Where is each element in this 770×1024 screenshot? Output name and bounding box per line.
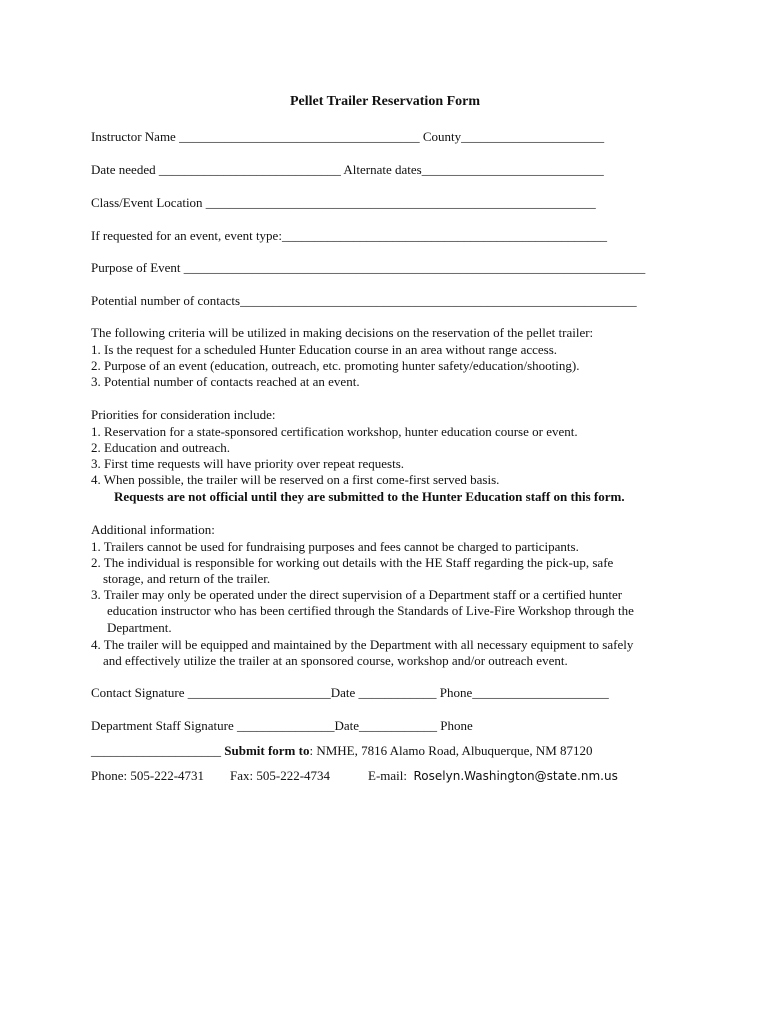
- criteria-item-2: 2. Purpose of an event (education, outreach, etc. promoting hunter safety/education/shooting).: [91, 358, 580, 373]
- priorities-item-1: 1. Reservation for a state-sponsored certification workshop, hunter education course or event.: [91, 424, 578, 439]
- official-notice: Requests are not official until they are submitted to the Hunter Education staff on this form.: [114, 489, 625, 504]
- additional-line-6: Department.: [107, 620, 172, 635]
- criteria-intro: The following criteria will be utilized in making decisions on the reservation of the pellet trailer:: [91, 325, 594, 340]
- submit-blank[interactable]: ____________________: [91, 743, 221, 758]
- form-title: Pellet Trailer Reservation Form: [289, 94, 481, 109]
- purpose-field[interactable]: Purpose of Event _______________________________________________________________________: [91, 260, 646, 275]
- class-location-field[interactable]: Class/Event Location ____________________________________________________________: [91, 195, 596, 210]
- additional-line-7: 4. The trailer will be equipped and maintained by the Department with all necessary equipment to safely: [91, 637, 634, 652]
- additional-line-1: 1. Trailers cannot be used for fundraising purposes and fees cannot be charged to participants.: [91, 539, 579, 554]
- additional-line-5: education instructor who has been certified through the Standards of Live-Fire Workshop through the: [107, 603, 634, 618]
- fax-number: Fax: 505-222-4734: [230, 768, 331, 783]
- criteria-item-1: 1. Is the request for a scheduled Hunter Education course in an area without range access.: [91, 342, 558, 357]
- event-type-field[interactable]: If requested for an event, event type:__________________________________________________: [91, 228, 607, 243]
- email-label: E-mail:: [368, 768, 407, 783]
- email-address[interactable]: Roselyn.Washington@state.nm.us: [413, 769, 618, 783]
- contacts-field[interactable]: Potential number of contacts_____________________________________________________________: [91, 293, 637, 308]
- additional-line-3: storage, and return of the trailer.: [103, 571, 271, 586]
- submit-row: [91, 743, 593, 759]
- staff-signature-field[interactable]: Department Staff Signature _______________Date____________ Phone: [91, 718, 473, 733]
- contact-signature-field[interactable]: Contact Signature ______________________Date ____________ Phone_____________________: [91, 685, 609, 700]
- submit-address: : NMHE, 7816 Alamo Road, Albuquerque, NM 87120: [309, 743, 593, 758]
- submit-label: Submit form to: [224, 743, 310, 758]
- additional-intro: Additional information:: [91, 522, 215, 537]
- priorities-intro: Priorities for consideration include:: [91, 407, 276, 422]
- priorities-item-2: 2. Education and outreach.: [91, 440, 230, 455]
- email-row: [368, 768, 618, 784]
- instructor-name-field[interactable]: Instructor Name _____________________________________ County______________________: [91, 129, 605, 144]
- additional-line-8: and effectively utilize the trailer at an sponsored course, workshop and/or outreach event.: [103, 653, 568, 668]
- additional-line-2: 2. The individual is responsible for working out details with the HE Staff regarding the pick-up, safe: [91, 555, 614, 570]
- date-needed-field[interactable]: Date needed ____________________________ Alternate dates____________________________: [91, 162, 604, 177]
- phone-number: Phone: 505-222-4731: [91, 768, 205, 783]
- additional-line-4: 3. Trailer may only be operated under the direct supervision of a Department staff or a certified hunter: [91, 587, 623, 602]
- priorities-item-4: 4. When possible, the trailer will be reserved on a first come-first served basis.: [91, 472, 500, 487]
- priorities-item-3: 3. First time requests will have priority over repeat requests.: [91, 456, 405, 471]
- criteria-item-3: 3. Potential number of contacts reached at an event.: [91, 374, 360, 389]
